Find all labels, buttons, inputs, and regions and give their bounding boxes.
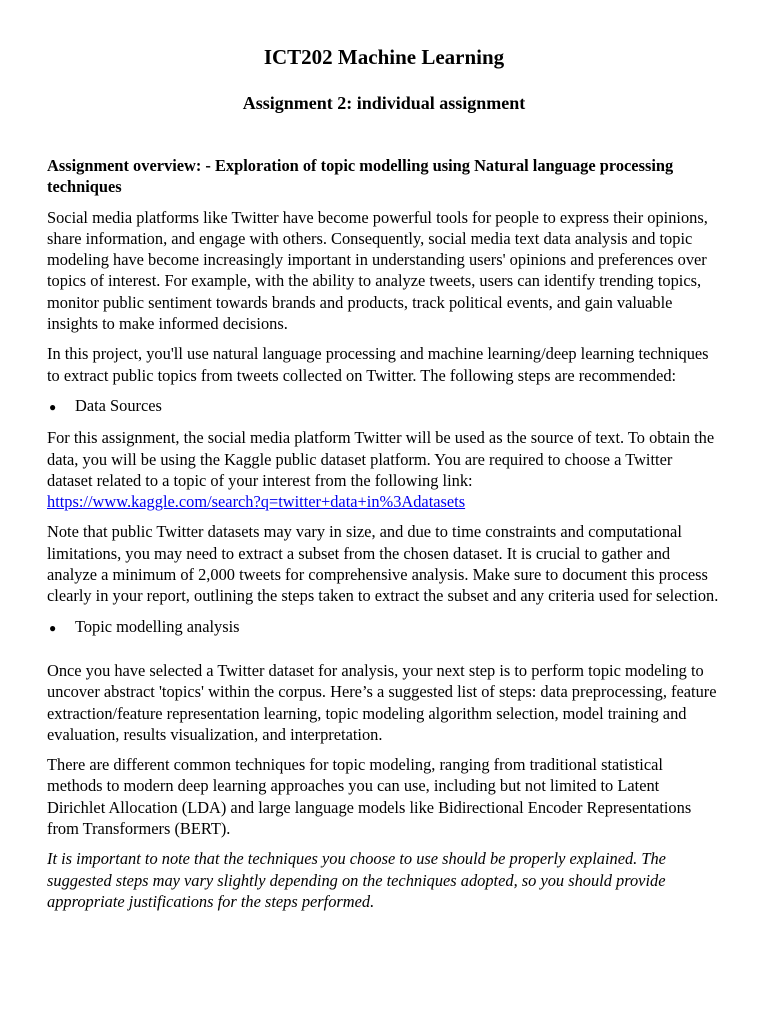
bullet-icon: ● [49,620,57,635]
document-subtitle: Assignment 2: individual assignment [242,93,526,113]
bullet-data-sources [47,395,721,418]
paragraph-subset-note: Note that public Twitter datasets may vary in size, and due to time constraints and computational limitations, you may need to extract a subset from the chosen dataset. It is crucial to gather and analyze a minimum of 2,000 tweets for comprehensive analysis. Make sure to document this process clearly in your report, outlining the steps taken to extract the subset and any criteria used for selection. [47,522,719,606]
paragraph-project: In this project, you'll use natural language processing and machine learning/deep learning techniques to extract public topics from tweets collected on Twitter. The following steps are recommended: [47,344,709,385]
paragraph-data-source-text: For this assignment, the social media platform Twitter will be used as the source of text. To obtain the data, you will be using the Kaggle public dataset platform. You are required to choose a Twitter dataset related to a topic of your interest from the following link: [47,428,715,490]
document-body [47,155,721,921]
bullet-icon: ● [49,399,57,414]
bullet-topic-modelling [47,616,721,639]
kaggle-dataset-link[interactable]: https://www.kaggle.com/search?q=twitter+data+in%3Adatasets [47,492,466,512]
paragraph-techniques: There are different common techniques for topic modeling, ranging from traditional statistical methods to modern deep learning approaches you can use, including but not limited to Latent Dirichlet Allocation (LDA) and large language models like Bidirectional Encoder Representations from Transformers (BERT). [47,755,692,839]
spacer [47,648,721,660]
bullet-label: Data Sources [75,395,162,415]
bullet-label: Topic modelling analysis [75,616,240,636]
document-title: ICT202 Machine Learning [263,45,505,69]
paragraph-topic-steps: Once you have selected a Twitter dataset for analysis, your next step is to perform topic modeling to uncover abstract 'topics' within the corpus. Here’s a suggested list of steps: data preprocessing, feature extraction/feature representation learning, topic modeling algorithm selection, model training and evaluation, results visualization, and interpretation. [47,660,717,744]
overview-heading: Assignment overview: - Exploration of topic modelling using Natural language processing techniques [47,156,674,197]
paragraph-data-source [47,427,721,512]
paragraph-intro: Social media platforms like Twitter have become powerful tools for people to express their opinions, share information, and engage with others. Consequently, social media text data analysis and topic modeling have become increasingly important in understanding users' opinions and preferences over topics of interest. For example, with the ability to analyze tweets, users can identify trending topics, monitor public sentiment towards brands and products, track political events, and gain valuable insights to make informed decisions. [47,207,708,334]
paragraph-note-italic: It is important to note that the techniques you choose to use should be properly explained. The suggested steps may vary slightly depending on the techniques adopted, so you should provide appropriate justifications for the steps performed. [47,849,666,911]
